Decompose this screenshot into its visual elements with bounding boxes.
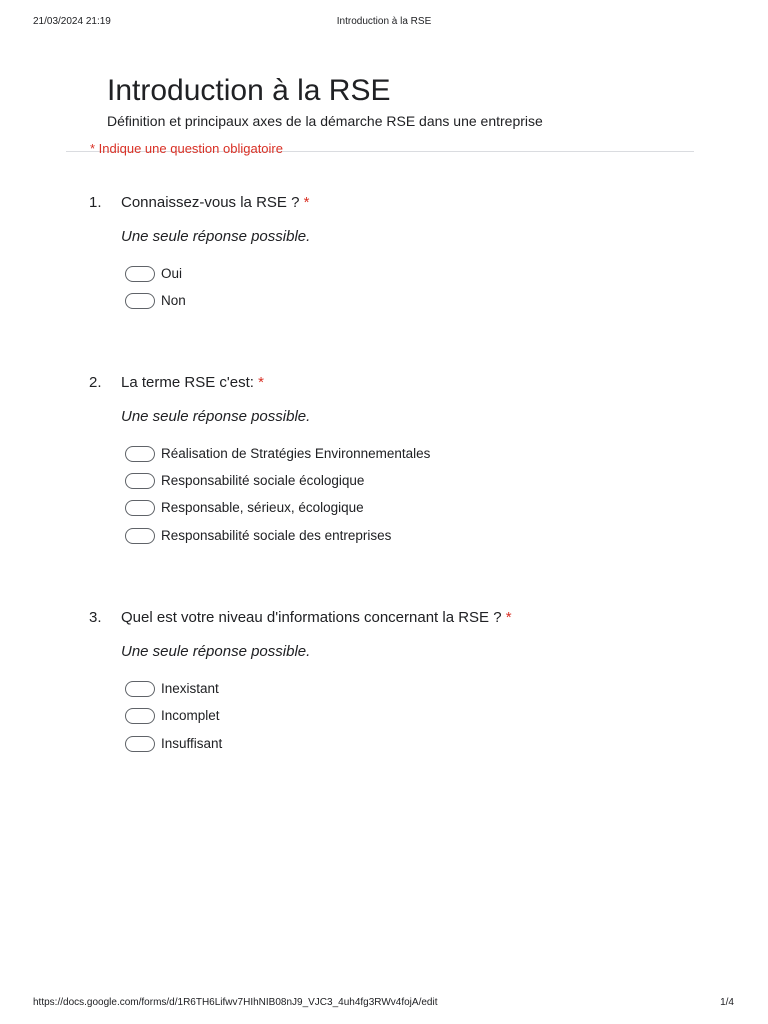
question-number: 2. [89,374,102,391]
page-number: 1/4 [720,997,734,1008]
form-description: Définition et principaux axes de la démarche RSE dans une entreprise [107,113,543,129]
radio-button[interactable] [125,681,155,697]
option-label: Inexistant [161,681,219,696]
radio-button[interactable] [125,446,155,462]
question-text: Quel est votre niveau d'informations concernant la RSE ? * [121,609,512,626]
required-star: * [505,609,512,626]
question-text: Connaissez-vous la RSE ? * [121,194,310,211]
option-label: Responsabilité sociale écologique [161,473,365,488]
question-text: La terme RSE c'est: * [121,374,264,391]
radio-button[interactable] [125,528,155,544]
radio-option-3[interactable] [125,499,625,519]
radio-button[interactable] [125,708,155,724]
radio-option-insuffisant[interactable] [125,735,625,755]
question-hint: Une seule réponse possible. [121,408,311,425]
radio-option-incomplet[interactable] [125,707,625,727]
print-footer [33,997,735,1011]
print-datetime: 21/03/2024 21:19 [33,16,111,27]
radio-button[interactable] [125,500,155,516]
radio-option-oui[interactable] [125,265,625,285]
radio-option-1[interactable] [125,445,625,465]
option-label: Responsabilité sociale des entreprises [161,528,392,543]
required-star: * [258,374,264,391]
question-number: 3. [89,609,102,626]
radio-option-non[interactable] [125,292,625,312]
option-label: Réalisation de Stratégies Environnementales [161,446,431,461]
print-url: https://docs.google.com/forms/d/1R6TH6Lifwv7HIhNIB08nJ9_VJC3_4uh4fg3RWv4fojA/edit [33,997,438,1008]
print-title: Introduction à la RSE [336,16,432,27]
option-label: Non [161,293,186,308]
question-hint: Une seule réponse possible. [121,643,311,660]
question-hint: Une seule réponse possible. [121,228,311,245]
required-note: * Indique une question obligatoire [90,141,283,156]
option-label: Insuffisant [161,736,223,751]
radio-button[interactable] [125,473,155,489]
option-label: Incomplet [161,708,220,723]
print-header [33,16,735,30]
option-label: Oui [161,266,183,281]
radio-option-4[interactable] [125,527,625,547]
required-star: * [303,194,310,211]
option-label: Responsable, sérieux, écologique [161,500,364,515]
question-number: 1. [89,194,102,211]
radio-button[interactable] [125,736,155,752]
form-title: Introduction à la RSE [107,74,391,107]
radio-option-2[interactable] [125,472,625,492]
radio-button[interactable] [125,293,155,309]
radio-option-inexistant[interactable] [125,680,625,700]
radio-button[interactable] [125,266,155,282]
